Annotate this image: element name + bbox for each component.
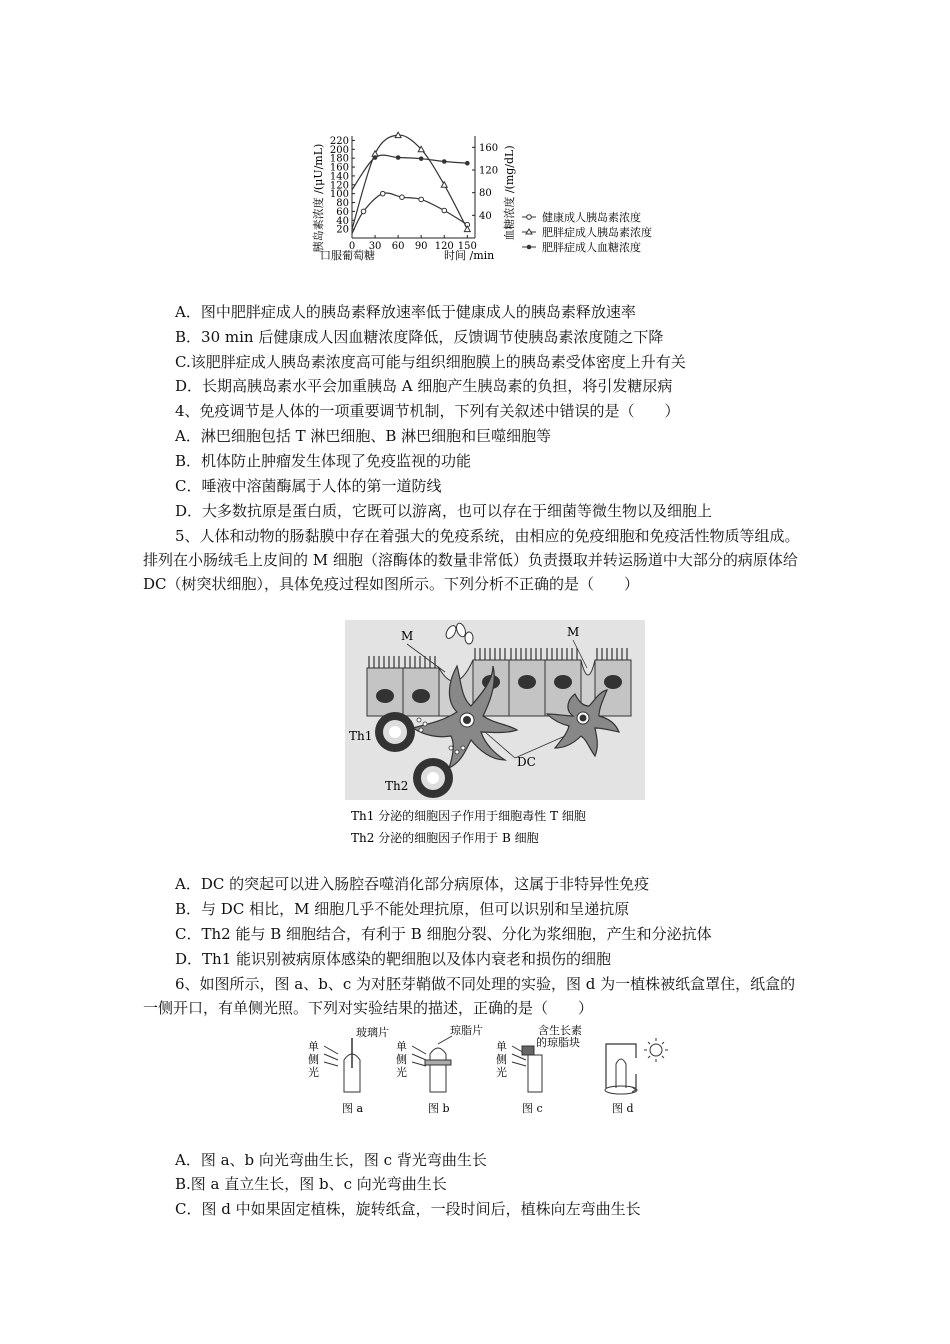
figure-caption-2: Th2 分泌的细胞因子作用于 B 细胞 xyxy=(351,831,539,845)
fig-a xyxy=(308,1025,389,1115)
q5-option-d: D．Th1 能识别被病原体感染的靶细胞以及体内衰老和损伤的细胞 xyxy=(175,950,612,968)
light-label-a: 单侧光 xyxy=(308,1040,319,1079)
light-label-b: 单侧光 xyxy=(396,1040,407,1079)
y-right-tick-label: 160 xyxy=(479,142,499,154)
y-left-tick-label: 60 xyxy=(336,206,349,218)
series-point-2 xyxy=(465,161,470,166)
legend-healthy-insulin: 健康成人胰岛素浓度 xyxy=(542,211,641,224)
auxin-block-label-2: 的琼脂块 xyxy=(536,1036,580,1049)
q5-option-b: B．与 DC 相比，M 细胞几乎不能处理抗原，但可以识别和呈递抗原 xyxy=(175,900,630,918)
q6-option-a: A．图 a、b 向光弯曲生长，图 c 背光弯曲生长 xyxy=(175,1151,487,1169)
series-point-1 xyxy=(464,226,470,232)
figure-caption-1: Th1 分泌的细胞因子作用于细胞毒性 T 细胞 xyxy=(351,809,586,823)
y-left-tick-label: 220 xyxy=(329,135,349,147)
series-line-1 xyxy=(352,135,467,229)
series-line-2 xyxy=(352,155,467,190)
q4-stem: 4、免疫调节是人体的一项重要调节机制，下列有关叙述中错误的是（ ） xyxy=(175,402,680,420)
x-tick-label: 0 xyxy=(348,241,356,252)
x-axis-label: 时间 /min xyxy=(444,249,495,262)
series-point-1 xyxy=(441,182,447,188)
x-tick-label: 90 xyxy=(414,241,428,252)
q5-option-c: C．Th2 能与 B 细胞结合，有利于 B 细胞分裂、分化为浆细胞，产生和分泌抗体 xyxy=(175,925,712,943)
y-left-tick-label: 180 xyxy=(329,153,349,165)
sun-icon xyxy=(644,1038,668,1062)
q5-option-a: A．DC 的突起可以进入肠腔吞噬消化部分病原体，这属于非特异性免疫 xyxy=(175,875,650,893)
m-cell-label-1: M xyxy=(401,629,414,643)
y-right-tick-label: 120 xyxy=(479,165,499,177)
y-left-tick-label: 120 xyxy=(329,180,349,192)
glass-label: 玻璃片 xyxy=(356,1026,389,1039)
auxin-block-label-1: 含生长素 xyxy=(538,1024,582,1037)
q3-option-a: A．图中肥胖症成人的胰岛素释放速率低于健康成人的胰岛素释放速率 xyxy=(175,303,636,321)
series-point-2 xyxy=(442,159,447,164)
fig-d-label: 图 d xyxy=(612,1102,634,1115)
fig-b xyxy=(396,1024,483,1115)
legend-obese-insulin: 肥胖症成人胰岛素浓度 xyxy=(542,226,652,239)
y-left-tick-label: 80 xyxy=(336,198,349,210)
q4-option-c: C．唾液中溶菌酶属于人体的第一道防线 xyxy=(175,477,442,495)
y-left-tick-label: 160 xyxy=(329,162,349,174)
y-left-tick-label: 20 xyxy=(336,224,349,236)
th2-cell xyxy=(413,758,453,798)
m-cell-label-2: M xyxy=(567,625,580,639)
y-left-tick-label: 200 xyxy=(329,144,349,156)
fig-a-label: 图 a xyxy=(342,1102,364,1115)
th2-label: Th2 xyxy=(385,779,409,793)
series-point-0 xyxy=(442,208,447,213)
insulin-glucose-chart xyxy=(310,128,690,268)
y-right-tick-label: 40 xyxy=(479,210,492,222)
q4-option-a: A．淋巴细胞包括 T 淋巴细胞、B 淋巴细胞和巨噬细胞等 xyxy=(175,427,552,445)
y-left-tick-label: 140 xyxy=(329,171,349,183)
series-point-0 xyxy=(361,209,366,214)
y-left-tick-label: 40 xyxy=(336,215,349,227)
y-left-tick-label: 100 xyxy=(329,189,349,201)
q4-option-b: B．机体防止肿瘤发生体现了免疫监视的功能 xyxy=(175,452,472,470)
x-tick-label: 30 xyxy=(368,241,382,252)
series-point-2 xyxy=(419,156,424,161)
y-right-tick-label: 80 xyxy=(479,188,492,200)
chart-legend xyxy=(522,210,652,254)
series-point-0 xyxy=(400,195,405,200)
intestine-immune-figure xyxy=(345,620,645,855)
q5-stem: 5、人体和动物的肠黏膜中存在着强大的免疫系统，由相应的免疫细胞和免疫活性物质等组成。排列在小肠绒毛上皮间的 M 细胞（溶酶体的数量非常低）负责摄取并转运肠道中大部分的病原体给 DC（树突状细胞），具体免疫过程如图所示。下列分析不正确的是（ ） xyxy=(143,527,800,593)
x-tick-label: 60 xyxy=(391,241,405,252)
th1-label: Th1 xyxy=(349,729,373,743)
light-label-c: 单侧光 xyxy=(496,1040,507,1079)
q3-option-d: D．长期高胰岛素水平会加重胰岛 A 细胞产生胰岛素的负担，将引发糖尿病 xyxy=(175,377,673,395)
q4-option-d: D．大多数抗原是蛋白质，它既可以游离，也可以存在于细菌等微生物以及细胞上 xyxy=(175,502,713,520)
x-tick-label: 150 xyxy=(457,241,477,252)
y-right-axis-label: 血糖浓度 /(mg/dL) xyxy=(503,145,516,241)
series-point-2 xyxy=(373,155,378,160)
series-line-0 xyxy=(352,193,467,234)
q3-option-b: B．30 min 后健康成人因血糖浓度降低，反馈调节使胰岛素浓度随之下降 xyxy=(175,328,664,346)
q6-option-c: C．图 d 中如果固定植株，旋转纸盒，一段时间后，植株向左弯曲生长 xyxy=(175,1200,641,1218)
fig-b-label: 图 b xyxy=(428,1102,450,1115)
series-point-2 xyxy=(396,155,401,160)
x-origin-label: 口服葡萄糖 xyxy=(320,249,375,262)
legend-obese-glucose: 肥胖症成人血糖浓度 xyxy=(542,241,641,254)
y-left-axis-label: 胰岛素浓度 /(μU/mL) xyxy=(312,143,325,253)
fig-c-label: 图 c xyxy=(522,1102,543,1115)
q3-option-c: C.该肥胖症成人胰岛素浓度高可能与组织细胞膜上的胰岛素受体密度上升有关 xyxy=(175,353,686,371)
x-tick-label: 120 xyxy=(434,241,454,252)
q6-stem: 6、如图所示，图 a、b、c 为对胚芽鞘做不同处理的实验，图 d 为一植株被纸盒罩住，纸盒的一侧开口，有单侧光照。下列对实验结果的描述，正确的是（ ） xyxy=(143,975,796,1017)
dc-label: DC xyxy=(517,755,536,769)
coleoptile-figure xyxy=(300,1024,690,1124)
fig-d xyxy=(605,1038,668,1115)
q6-option-b: B.图 a 直立生长，图 b、c 向光弯曲生长 xyxy=(175,1175,447,1193)
fig-c xyxy=(496,1024,582,1115)
series-point-0 xyxy=(419,197,424,202)
agar-label: 琼脂片 xyxy=(450,1024,483,1037)
series-point-0 xyxy=(380,191,385,196)
th1-cell xyxy=(375,712,415,752)
